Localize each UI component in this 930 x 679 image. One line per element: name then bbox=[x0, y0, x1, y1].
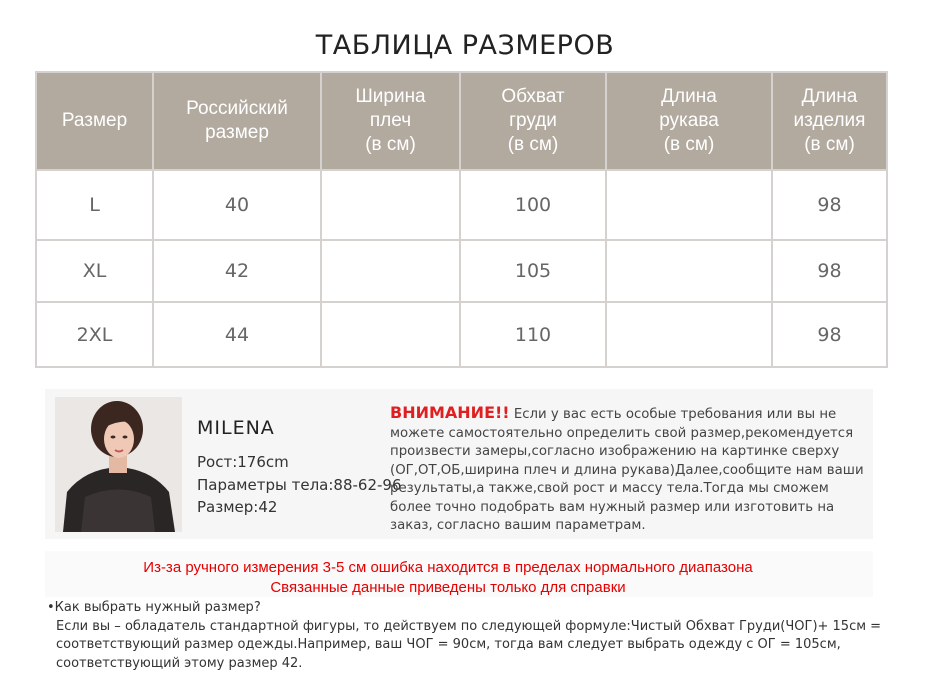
disclaimer-line-1: Из-за ручного измерения 3-5 см ошибка находится в пределах нормального диапазона bbox=[143, 559, 753, 576]
how-to-choose bbox=[47, 599, 887, 673]
model-name: MILENA bbox=[197, 417, 275, 439]
cell-length: 98 bbox=[773, 241, 886, 301]
cell-chest: 100 bbox=[461, 171, 605, 239]
cell-size: XL bbox=[37, 241, 152, 301]
table-header-row bbox=[35, 73, 888, 169]
table-row bbox=[35, 241, 888, 301]
cell-shoulder-width bbox=[322, 171, 459, 239]
cell-sleeve bbox=[607, 171, 771, 239]
warning-label: ВНИМАНИЕ!! bbox=[390, 403, 510, 422]
header-cell-sleeve: Длина рукава (в см) bbox=[607, 73, 771, 169]
model-info-panel bbox=[45, 389, 873, 539]
how-to-answer: Если вы – обладатель стандартной фигуры, то действуем по следующей формуле:Чистый Обхват Груди(ЧОГ)+ 15см = соответствующий размер одежды.Например, ваш ЧОГ = 90см, тогда вам следует выбрать одежду с ОГ = 105см, соответствующий этому размер 42. bbox=[56, 618, 882, 671]
table-row bbox=[35, 171, 888, 239]
header-cell-russian-size: Российский размер bbox=[154, 73, 320, 169]
model-params: Параметры тела:88-62-96 bbox=[197, 476, 402, 494]
model-height: Рост:176cm bbox=[197, 453, 289, 471]
cell-chest: 105 bbox=[461, 241, 605, 301]
how-to-question: •Как выбрать нужный размер? bbox=[47, 600, 261, 615]
header-cell-length: Длина изделия (в см) bbox=[773, 73, 886, 169]
cell-russian-size: 44 bbox=[154, 303, 320, 366]
notice-body: Если у вас есть особые требования или вы не можете самостоятельно определить свой размер,рекомендуется произвести замеры,согласно изображению на картинке сверху (ОГ,ОТ,ОБ,ширина плеч и длина рукава)Далее,сообщите нам ваши результаты,а также,свой рост и массу тела.Тогда мы сможем более точно подобрать вам нужный размер или изготовить на заказ, согласно вашим параметрам. bbox=[390, 407, 864, 533]
model-size: Размер:42 bbox=[197, 498, 278, 516]
cell-size: L bbox=[37, 171, 152, 239]
cell-russian-size: 42 bbox=[154, 241, 320, 301]
header-cell-size: Размер bbox=[37, 73, 152, 169]
cell-shoulder-width bbox=[322, 303, 459, 366]
cell-sleeve bbox=[607, 241, 771, 301]
cell-length: 98 bbox=[773, 171, 886, 239]
header-cell-shoulder-width: Ширина плеч (в см) bbox=[322, 73, 459, 169]
cell-russian-size: 40 bbox=[154, 171, 320, 239]
cell-length: 98 bbox=[773, 303, 886, 366]
table-row bbox=[35, 303, 888, 366]
page-title: ТАБЛИЦА РАЗМЕРОВ bbox=[315, 30, 615, 61]
cell-shoulder-width bbox=[322, 241, 459, 301]
cell-chest: 110 bbox=[461, 303, 605, 366]
cell-sleeve bbox=[607, 303, 771, 366]
header-cell-chest: Обхват груди (в см) bbox=[461, 73, 605, 169]
size-table bbox=[35, 71, 888, 368]
disclaimer-line-2: Связанные данные приведены только для справки bbox=[270, 579, 626, 596]
cell-size: 2XL bbox=[37, 303, 152, 366]
model-photo bbox=[55, 397, 182, 532]
notice-text bbox=[390, 404, 870, 536]
